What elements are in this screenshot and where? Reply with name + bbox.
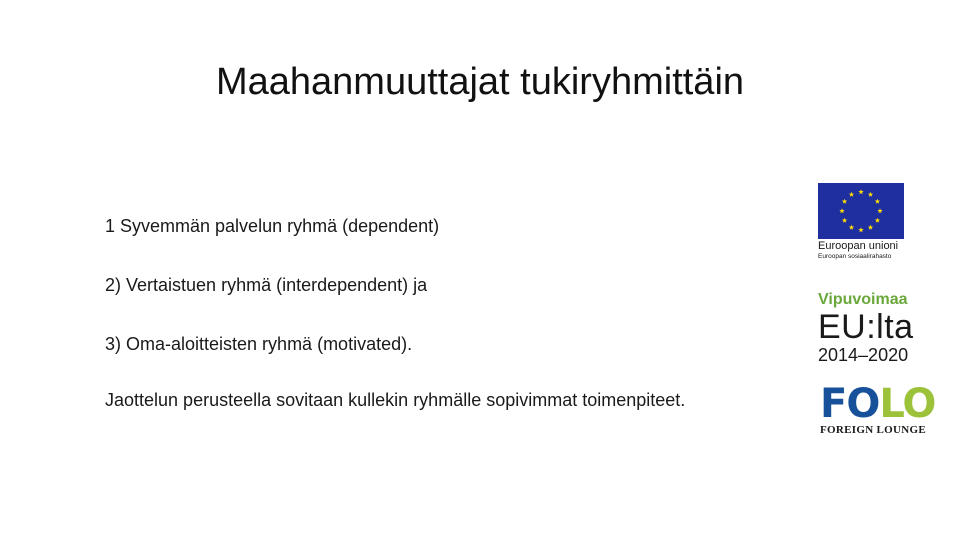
vipuvoimaa-years: 2014–2020 — [818, 345, 909, 365]
summary-paragraph: Jaottelun perusteella sovitaan kullekin ryhmälle sopivimmat toimenpiteet. — [105, 390, 686, 410]
vipuvoimaa-middle: EU:lta — [818, 308, 914, 346]
list-item: 2) Vertaistuen ryhmä (interdependent) ja — [105, 275, 428, 295]
eu-name: Euroopan unioni — [818, 240, 899, 252]
folo-logo — [820, 381, 940, 437]
folo-wordmark — [820, 381, 940, 427]
folo-letter: L — [879, 381, 903, 427]
folo-letter: F — [820, 381, 847, 427]
list-item: 1 Syvemmän palvelun ryhmä (dependent) — [105, 216, 440, 236]
folo-subtitle: FOREIGN LOUNGE — [820, 424, 926, 436]
vipuvoimaa-top: Vipuvoimaa — [818, 291, 908, 308]
folo-letter: O — [902, 381, 936, 427]
vipuvoimaa-logo — [818, 290, 938, 366]
list-item: 3) Oma-aloitteisten ryhmä (motivated). — [105, 334, 413, 354]
slide-title: Maahanmuuttajat tukiryhmittäin — [215, 61, 745, 103]
eu-subtitle: Euroopan sosiaalirahasto — [818, 253, 892, 260]
folo-letter: O — [846, 381, 880, 427]
eu-flag-icon — [818, 183, 904, 239]
eu-logo — [818, 183, 904, 261]
